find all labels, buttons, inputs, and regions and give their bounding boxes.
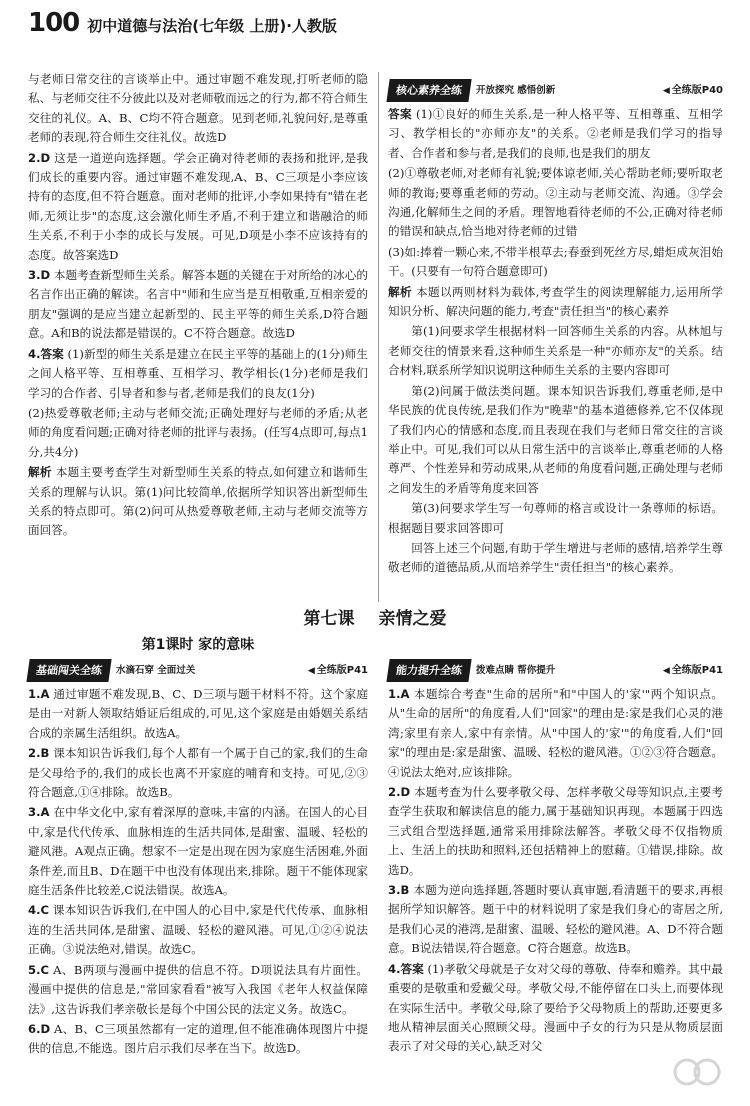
question-number: 5.C — [28, 962, 49, 977]
answer-text: (2)①尊敬老师,对老师有礼貌;要体谅老师,关心帮助老师;要听取老师的教诲;要尊重老师的劳动。②主动与老师交流、沟通。③学会沟通,化解师生之间的矛盾。理智地看待老师的不公,正确对待老师的错误和缺点,恰当地对待老师的过错 — [388, 166, 723, 239]
answer-text: 本题主要考查学生对新型师生关系的特点,如何建立和谐师生关系的理解与认识。第(1)问比较简单,依据所学知识答出新型师生关系的特点即可。第(2)问可从热爱尊敬老师,主动与老师交流等方面回答。 — [28, 465, 369, 538]
section-banner — [28, 660, 368, 682]
answer-paragraph — [28, 1020, 368, 1059]
banner-reference — [308, 661, 368, 681]
section-banner — [388, 80, 723, 102]
banner-subtitle: 拨难点睛 帮你提升 — [476, 665, 556, 677]
answer-paragraph — [388, 382, 723, 498]
answer-text: 课本知识告诉我们,每个人都有一个属于自己的家,我们的生命是父母给予的,我们的成长也离不开家庭的哺育和支持。可见,②③符合题意,①④排除。故选B。 — [28, 746, 369, 800]
watermark-logo — [612, 1056, 732, 1100]
question-number: 4.C — [28, 903, 49, 918]
answer-paragraph — [28, 803, 368, 900]
left-column-top — [28, 70, 368, 542]
answer-text: (3)如:捧着一颗心来,不带半根草去;春蚕到死丝方尽,蜡炬成灰泪始干。(只要有一句符合题意即可) — [388, 244, 723, 279]
banner-subtitle: 水滴石穿 全面过关 — [116, 665, 196, 677]
answer-text: (1)新型的师生关系是建立在民主平等的基础上的(1分)师生之间人格平等、互相尊重、互相学习、教学相长(1分)老师是我们学习的合作者、引导者和参与者,老师是我们的良友(1分) — [28, 346, 368, 400]
question-number: 2.B — [28, 746, 50, 761]
answer-paragraph — [28, 463, 368, 541]
answer-paragraph — [388, 881, 723, 959]
question-number: 4.答案 — [28, 346, 64, 361]
triangle-icon: ◀ — [662, 85, 670, 96]
answer-paragraph — [388, 322, 723, 380]
banner-title: 能力提升全练 — [386, 659, 471, 682]
answer-text: (1)孝敬父母就是子女对父母的尊敬、侍奉和赡养。其中最重要的是敬重和爱戴父母。孝敬父母,不能停留在口头上,而要体现在实际生活中。孝敬父母,除了要给予父母物质上的帮助,还要更多地从精神层面关心照顾父母。漫画中子女的行为只是从物质层面表示了对父母的关心,缺乏对父 — [388, 961, 723, 1054]
question-number: 1.A — [388, 687, 410, 701]
answer-paragraph — [388, 960, 723, 1057]
banner-ref-text: 全练版P41 — [671, 664, 723, 676]
question-number: 3.D — [28, 268, 51, 283]
answer-paragraph — [28, 266, 368, 344]
answer-text: 在中华文化中,家有着深厚的意味,丰富的内涵。在国人的心目中,家是代代传承、血脉相连的生活共同体,是甜蜜、温暖、轻松的避风港。A观点正确。想家不一定是出现在因为家庭生活困难,外面条件差,而且B、D在题干中也没有体现出来,排除。题干不能体现家庭生活条件比较差,C说法错误。故选A。 — [28, 805, 369, 898]
banner-title: 核心素养全练 — [386, 79, 471, 102]
left-column-bottom — [28, 660, 368, 1060]
answer-text: (1)①良好的师生关系,是一种人格平等、互相尊重、互相学习、教学相长的"亦师亦友"的关系。②老师是我们学习的指导者、合作者和参与者,是我们的良师,也是我们的朋友 — [388, 107, 723, 160]
answer-paragraph — [28, 961, 368, 1019]
answer-paragraph — [388, 283, 723, 322]
answer-text: 第(2)问属于做法类问题。课本知识告诉我们,尊重老师,是中华民族的优良传统,是我们作为"晚辈"的基本道德修养,它不仅体现了我们内心的情感和态度,而且表现在我们与老师日常交往的言谈举止中。可见,我们可以从日常生活中的言谈举止,尊重老师的人格尊严、个性差异和劳动成果,从老师的角度看问题,正确处理与老师之间发生的矛盾等角度来回答 — [388, 383, 723, 495]
right-column-bottom — [388, 660, 723, 1058]
answer-paragraph — [28, 404, 368, 462]
column-divider — [378, 72, 379, 602]
triangle-icon: ◀ — [662, 665, 670, 676]
question-number: 6.D — [28, 1021, 51, 1036]
lesson-unit: 第七课 — [303, 609, 355, 629]
answer-paragraph — [388, 685, 723, 782]
question-number: 解析 — [388, 284, 412, 299]
lesson-title — [0, 604, 750, 629]
answer-paragraph — [28, 149, 368, 265]
period-title: 第1课时 家的意味 — [141, 637, 255, 653]
answer-text: 本题考查新型师生关系。解答本题的关键在于对所给的冰心的名言作出正确的解读。名言中"师和生应当是互相敬重,互相亲爱的朋友"强调的是应当建立起新型的、民主平等的师生关系,D符合题意。A和B的说法都是错误的。C不符合题意。故选D — [28, 268, 368, 341]
section-banner — [388, 660, 723, 682]
answer-text: (2)热爱尊敬老师;主动与老师交流;正确处理好与老师的矛盾;从老师的角度看问题;正确对待老师的批评与表扬。(任写4点即可,每点1分,共4分) — [28, 405, 368, 459]
banner-ref-text: 全练版P40 — [671, 84, 723, 96]
page-number: 100 — [28, 8, 80, 38]
answer-paragraph — [388, 105, 723, 163]
answer-paragraph — [28, 70, 368, 148]
answer-paragraph — [28, 345, 368, 403]
question-number: 3.A — [28, 805, 50, 820]
answer-text: 课本知识告诉我们,在中国人的心目中,家是代代传承、血脉相连的生活共同体,是甜蜜、温暖、轻松的避风港。可见,①②④说法正确。③说法绝对,错误。故选C。 — [28, 903, 368, 957]
question-number: 3.B — [388, 883, 410, 898]
banner-ref-text: 全练版P41 — [316, 664, 368, 676]
lesson-name: 亲情之爱 — [378, 609, 447, 629]
banner-subtitle: 开放探究 感悟创新 — [476, 85, 556, 97]
answer-text: 与老师日常交往的言谈举止中。通过审题不难发现,打听老师的隐私、与老师交往不分彼此以及对老师敬而远之的行为,都不符合师生交往的礼仪。A、B、C均不符合题意。见到老师,礼貌问好,是尊重老师的表现,符合师生交往礼仪。故选D — [28, 72, 368, 145]
answer-text: 本题以两则材料为载体,考查学生的阅读理解能力,运用所学知识分析、解决问题的能力,考查"责任担当"的核心素养 — [388, 284, 723, 319]
question-number: 4.答案 — [388, 961, 424, 976]
answer-text: 本题综合考查"生命的居所"和"中国人的'家'"两个知识点。从"生命的居所"的角度看,人们"回家"的理由是:家是我们心灵的港湾;家里有亲人,家中有亲情。从"中国人的'家'"的角度看,人们"回家"的理由是:家是甜蜜、温暖、轻松的避风港。①②③符合题意。④说法太绝对,应该排除。 — [388, 687, 723, 779]
answer-paragraph — [388, 499, 723, 538]
answer-paragraph — [388, 783, 723, 880]
answer-paragraph — [28, 901, 368, 959]
banner-reference — [663, 661, 723, 681]
answer-text: 第(1)问要求学生根据材料一回答师生关系的内容。从林旭与老师交往的情景来看,这种师生关系是一种"亦师亦友"的关系。结合材料,联系所学知识说明这种师生关系的主要内容即可 — [388, 324, 723, 378]
answer-text: A、B、C三项虽然都有一定的道理,但不能准确体现图片中提供的信息,不能选。图片启示我们尽孝在当下。故选D。 — [28, 1021, 368, 1056]
answer-paragraph — [388, 164, 723, 242]
banner-title: 基础闯关全练 — [26, 659, 111, 682]
answer-paragraph — [28, 744, 368, 802]
right-column-top — [388, 80, 723, 579]
answer-text: 本题考查为什么要孝敬父母、怎样孝敬父母等知识点,主要考查学生获取和解读信息的能力,属于基础知识再现。本题属于四选三式组合型选择题,通常采用排除法解答。孝敬父母不仅指物质上、生活上的扶助和照料,还包括精神上的慰藉。①错误,排除。故选D。 — [388, 785, 724, 877]
book-title: 初中道德与法治(七年级 上册)·人教版 — [87, 17, 337, 35]
answer-paragraph — [388, 539, 723, 578]
answer-paragraph — [388, 243, 723, 282]
question-number: 2.D — [28, 150, 51, 165]
question-number: 解析 — [28, 465, 52, 480]
answer-text: 通过审题不难发现,B、C、D三项与题干材料不符。这个家庭是由一对新人领取结婚证后组成的,可见,这个家庭是由婚姻关系结合成的亲属生活组织。故选A。 — [28, 687, 369, 740]
answer-text: A、B两项与漫画中提供的信息不符。D项说法具有片面性。漫画中提供的信息是,"常回家看看"被写入我国《老年人权益保障法》,这告诉我们孝亲敬长是每个中国公民的法定义务。故选C。 — [28, 962, 368, 1016]
banner-reference — [663, 81, 723, 101]
answer-text: 本题为逆向选择题,答题时要认真审题,看清题干的要求,再根据所学知识解答。题干中的材料说明了家是我们身心的寄居之所,是我们心灵的港湾,是甜蜜、温暖、轻松的避风港。A、D不符合题意。B说法错误,符合题意。C符合题意。故选B。 — [388, 883, 723, 956]
question-number: 2.D — [388, 785, 411, 800]
answer-text: 这是一道逆向选择题。学会正确对待老师的表扬和批评,是我们成长的重要内容。通过审题不难发现,A、B、C三项是小李应该持有的态度,但不符合题意。面对老师的批评,小李如果持有"错在老师,无须让步"的态度,这会激化师生矛盾,不利于建立和谐融洽的师生关系,不利于小李的成长与发展。可见,D项是小李不应该持有的态度。故答案选D — [28, 150, 369, 262]
question-number: 答案 — [388, 107, 412, 121]
answer-text: 回答上述三个问题,有助于学生增进与老师的感情,培养学生尊敬老师的道德品质,从而培养学生"责任担当"的核心素养。 — [388, 540, 723, 575]
question-number: 1.A — [28, 687, 50, 701]
answer-text: 第(3)问要求学生写一句尊师的格言或设计一条尊师的标语。根据题目要求回答即可 — [388, 501, 723, 535]
triangle-icon: ◀ — [307, 665, 315, 676]
page-header — [28, 8, 728, 38]
answer-paragraph — [28, 685, 368, 743]
